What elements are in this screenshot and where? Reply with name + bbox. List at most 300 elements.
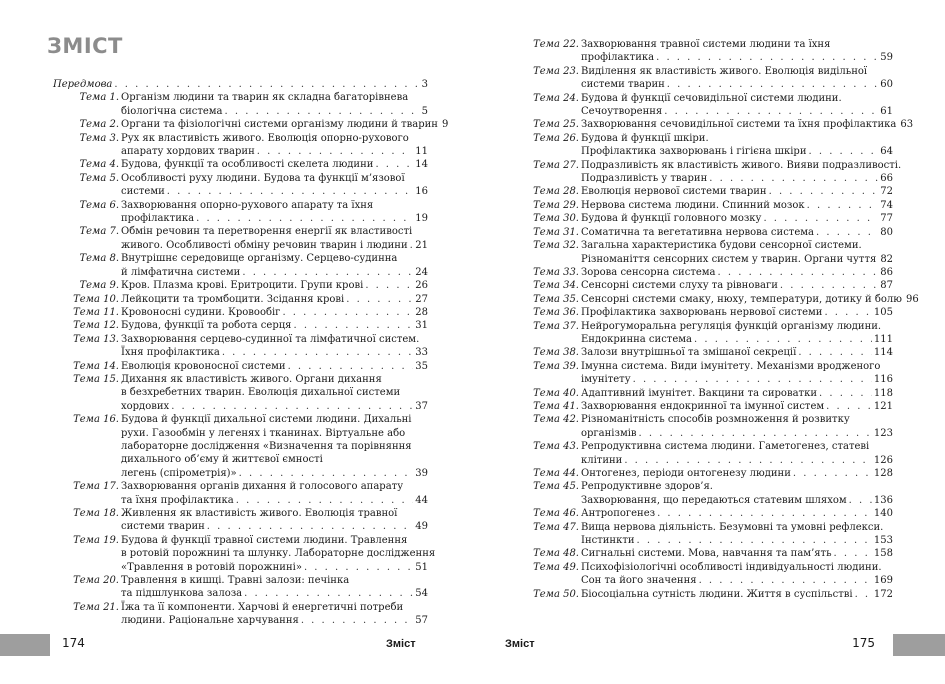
toc-entry-page: 96	[905, 293, 919, 305]
toc-entry-line: Будова й функції шкіри.	[581, 132, 709, 144]
toc-entry-page: 11	[415, 146, 428, 158]
toc-entry-label: Тема 12.	[73, 320, 119, 332]
toc-entry-line: Внутрішнє середовище організму. Серцево-судинна	[121, 253, 398, 265]
toc-entry-label: Тема 31.	[533, 226, 579, 238]
toc-entry[interactable]	[53, 158, 428, 171]
toc-entry-title	[121, 306, 428, 319]
toc-entry-label: Тема 30.	[533, 213, 579, 225]
toc-entry-label: Тема 14.	[73, 360, 119, 372]
toc-entry-line: Захворювання, що передаються статевим шляхом	[581, 494, 847, 506]
toc-entry-label: Тема 43.	[533, 441, 579, 453]
dot-leader	[664, 105, 878, 118]
dot-leader	[656, 51, 878, 64]
dot-leader	[639, 427, 872, 440]
toc-entry[interactable]	[53, 172, 428, 199]
toc-entry-title	[121, 319, 428, 332]
toc-entry-title	[581, 159, 902, 186]
toc-entry-page: 24	[415, 266, 428, 278]
toc-entry[interactable]	[513, 547, 893, 560]
toc-entry-label: Тема 38.	[533, 347, 579, 359]
toc-entry-line: Будова, функції та особливості скелета людини	[121, 159, 374, 171]
toc-entry-page: 3	[421, 79, 428, 90]
toc-entry-line: системи тварин	[121, 521, 205, 533]
toc-entry-page: 153	[873, 535, 893, 547]
toc-entry-label: Тема 29.	[533, 199, 579, 211]
toc-entry-page: 28	[415, 306, 428, 318]
toc-entry-line: легень (спірометрія)»	[121, 467, 237, 479]
toc-entry-label: Тема 35.	[533, 293, 579, 305]
dot-leader	[694, 333, 872, 346]
toc-entry-title	[581, 387, 893, 400]
toc-entry[interactable]	[513, 480, 893, 507]
toc-entry-line: Різноманіття сенсорних систем у тварин. Органи чуття	[581, 253, 877, 265]
toc-entry-label: Тема 24.	[533, 92, 579, 104]
toc-entry-page: 64	[880, 146, 893, 158]
toc-entry[interactable]	[513, 346, 893, 359]
toc-entry-line: Передмова	[53, 79, 113, 90]
toc-entry-line: Нервова система людини. Спинний мозок	[581, 199, 805, 211]
toc-entry-line: Сенсорні системи слуху та рівноваги	[581, 280, 778, 292]
toc-entry-line: Соматична та вегетативна нервова система	[581, 226, 814, 238]
dot-leader	[834, 547, 872, 560]
toc-entry-line: Особливості руху людини. Будова та функції м’язової	[121, 172, 405, 184]
toc-entry[interactable]	[53, 601, 428, 628]
toc-entry-page: 114	[873, 347, 893, 359]
toc-entry-page: 57	[415, 615, 428, 627]
toc-entry-label: Тема 21.	[73, 601, 119, 613]
toc-entry-title	[581, 467, 893, 480]
toc-entry-page: 39	[415, 467, 428, 479]
toc-entry-page: 5	[421, 105, 428, 117]
toc-entry-line: Вища нервова діяльність. Безумовні та умовні рефлекси.	[581, 521, 884, 533]
toc-entry-line: біологічна система	[121, 105, 223, 117]
toc-entry[interactable]	[513, 118, 914, 131]
toc-entry-page: 140	[873, 508, 893, 520]
toc-entry-line: Профілактика захворювань нервової системи	[581, 307, 823, 319]
dot-leader	[637, 534, 872, 547]
toc-entry-label: Тема 15.	[73, 373, 119, 385]
toc-entry-line: апарату хордових тварин	[121, 146, 255, 158]
toc-entry-label: Тема 28.	[533, 186, 579, 198]
toc-entry-title	[121, 199, 428, 226]
toc-entry-page: 61	[880, 106, 893, 118]
toc-entry[interactable]	[53, 78, 428, 91]
toc-entry-line: Біосоціальна сутність людини. Життя в суспільстві	[581, 588, 853, 600]
toc-entry-line: Їжа та її компоненти. Харчові й енергетичні потреби	[121, 601, 404, 613]
toc-entry[interactable]	[53, 574, 428, 601]
dot-leader	[819, 387, 872, 400]
toc-entry[interactable]	[513, 467, 893, 480]
toc-entry[interactable]	[513, 400, 893, 413]
toc-entry[interactable]	[513, 92, 893, 119]
toc-entry-line: Загальна характеристика будови сенсорної системи.	[581, 240, 862, 252]
toc-entry-label: Тема 32.	[533, 240, 579, 252]
toc-entry[interactable]	[53, 373, 428, 413]
toc-entry-line: Захворювання органів дихання й голосового апарату	[121, 481, 404, 493]
toc-entry-line: Антропогенез	[581, 508, 656, 520]
toc-entry-line: Сигнальні системи. Мова, навчання та пам’ять	[581, 548, 832, 560]
toc-entry-title	[581, 480, 893, 507]
dot-leader	[304, 561, 413, 574]
toc-entry[interactable]	[53, 534, 436, 574]
toc-entry-line: живого. Особливості обміну речовин тварин і людини	[121, 239, 408, 251]
toc-entry-line: рухи. Газообмін у легенях і тканинах. Віртуальне або	[121, 427, 406, 439]
toc-entry-title	[121, 91, 428, 118]
toc-entry-line: Будова й функції головного мозку	[581, 213, 762, 225]
toc-entry-line: Імунна система. Види імунітету. Механізми вродженого	[581, 360, 881, 372]
toc-entry-page: 51	[415, 561, 428, 573]
toc-entry-title	[581, 293, 919, 306]
toc-entry-title	[121, 333, 428, 360]
toc-entry-label: Тема 45.	[533, 481, 579, 493]
toc-entry[interactable]	[513, 507, 893, 520]
toc-entry[interactable]	[53, 319, 428, 332]
dot-leader	[375, 158, 413, 171]
toc-entry-line: Обмін речовин та перетворення енергії як властивості	[121, 226, 413, 238]
toc-entry-title	[121, 279, 428, 292]
toc-entry[interactable]	[513, 440, 893, 467]
toc-entry-label: Тема 1.	[79, 92, 119, 104]
dot-leader	[855, 588, 872, 601]
toc-entry[interactable]	[513, 226, 893, 239]
toc-entry-title	[581, 212, 893, 225]
toc-entry-page: 27	[415, 293, 428, 305]
toc-entry-line: Захворювання ендокринної та імунної систем	[581, 400, 825, 412]
dot-leader	[808, 145, 878, 158]
toc-entry-label: Тема 36.	[533, 307, 579, 319]
toc-entry-line: Інстинкти	[581, 535, 635, 547]
toc-entry-line: Залози внутрішньої та змішаної секреції	[581, 347, 797, 359]
toc-entry[interactable]	[513, 199, 893, 212]
toc-entry-title	[121, 172, 428, 199]
toc-entry-label: Тема 2.	[79, 119, 119, 131]
toc-entry-line: Органи та фізіологічні системи організму людини й тварин	[121, 119, 438, 131]
toc-entry-line: лабораторне дослідження «Визначення та порівняння	[121, 440, 412, 452]
toc-entry-title	[121, 293, 428, 306]
dot-leader	[798, 346, 872, 359]
toc-entry-line: Захворювання травної системи людини та їхня	[581, 39, 831, 50]
toc-entry-title	[581, 346, 893, 359]
toc-entry-line: «Травлення в ротовій порожнині»	[121, 561, 302, 573]
toc-entry-title	[581, 561, 893, 588]
toc-entry-page: 158	[873, 548, 893, 560]
dot-leader	[282, 306, 413, 319]
page-tab-bar	[0, 634, 50, 656]
toc-entry-title	[581, 360, 893, 387]
toc-entry-line: Будова й функції дихальної системи людини. Дихальні	[121, 414, 412, 426]
dot-leader	[657, 507, 872, 520]
toc-entry-label: Тема 9.	[79, 280, 119, 292]
toc-entry[interactable]	[53, 306, 428, 319]
toc-entry-line: Захворювання серцево-судинної та лімфатичної систем.	[121, 333, 420, 345]
toc-entry[interactable]	[53, 413, 428, 480]
toc-entry-page: 80	[880, 226, 893, 238]
toc-entry-title	[581, 199, 893, 212]
toc-entry-title	[581, 185, 893, 198]
toc-entry-title	[581, 266, 893, 279]
toc-entry[interactable]	[513, 561, 893, 588]
toc-entry-title	[581, 521, 893, 548]
toc-entry-title	[121, 601, 428, 628]
toc-entry-line: та підшлункова залоза	[121, 588, 243, 600]
toc-entry[interactable]	[53, 199, 428, 226]
toc-entry-title	[581, 320, 893, 347]
dot-leader	[239, 467, 414, 480]
toc-entry-label: Тема 33.	[533, 266, 579, 278]
toc-entry-page: 44	[415, 494, 428, 506]
toc-entry[interactable]	[513, 293, 919, 306]
toc-entry-line: Профілактика захворювань і гігієна шкіри	[581, 146, 807, 158]
toc-entry-line: Зорова сенсорна система	[581, 266, 716, 278]
toc-entry-page: 72	[880, 186, 893, 198]
toc-entry-line: Ендокринна система	[581, 333, 692, 345]
toc-entry-page: 105	[873, 307, 893, 319]
toc-entry-page: 121	[873, 400, 893, 412]
toc-entry-title	[121, 507, 428, 534]
right-page	[473, 0, 945, 684]
dot-leader	[242, 266, 413, 279]
toc-entry[interactable]	[513, 306, 893, 319]
toc-entry-title	[581, 132, 893, 159]
toc-entry-title	[121, 225, 428, 252]
toc-entry[interactable]	[513, 413, 893, 440]
running-title: Зміст	[386, 638, 416, 650]
toc-entry-title	[581, 279, 893, 292]
toc-entry-page: 63	[900, 119, 914, 131]
toc-entry-page: 172	[873, 588, 893, 600]
toc-entry-title	[121, 252, 428, 279]
toc-entry-title	[121, 158, 428, 171]
toc-entry[interactable]	[513, 279, 893, 292]
toc-entry-label: Тема 22.	[533, 39, 579, 50]
toc-entry[interactable]	[53, 507, 428, 534]
dot-leader	[225, 105, 420, 118]
dot-leader	[114, 78, 419, 91]
toc-entry-line: системи	[121, 186, 165, 198]
toc-entry-page: 59	[880, 52, 893, 64]
dot-leader	[244, 587, 413, 600]
toc-entry-line: Подразливість як властивість живого. Вияви подразливості.	[581, 159, 902, 171]
toc-entry-page: 116	[873, 374, 893, 386]
dot-leader	[236, 494, 414, 507]
dot-leader	[699, 574, 872, 587]
toc-entry-page: 66	[880, 173, 893, 185]
toc-entry[interactable]	[513, 239, 893, 266]
toc-entry-page: 60	[880, 79, 893, 91]
toc-entry[interactable]	[513, 360, 893, 387]
dot-leader	[410, 239, 414, 252]
toc-entry-label: Тема 4.	[79, 159, 119, 171]
dot-leader	[793, 467, 872, 480]
toc-entry-page: 31	[415, 320, 428, 332]
toc-entry-title	[121, 373, 428, 413]
toc-entry-title	[53, 78, 428, 91]
toc-entry-line: Виділення як властивість живого. Еволюція видільної	[581, 65, 868, 77]
toc-entry-page: 33	[415, 347, 428, 359]
dot-leader	[824, 306, 871, 319]
dot-leader	[849, 494, 872, 507]
toc-entry[interactable]	[513, 38, 893, 65]
toc-entry-title	[581, 547, 893, 560]
toc-entry-label: Тема 6.	[79, 199, 119, 211]
toc-entry-label: Тема 23.	[533, 65, 579, 77]
toc-entry-title	[581, 507, 893, 520]
toc-entry-page: 169	[873, 575, 893, 587]
toc-entry-line: профілактика	[121, 213, 195, 225]
toc-entry-line: Кровоносні судини. Кровообіг	[121, 306, 281, 318]
dot-leader	[769, 185, 879, 198]
page-number: 175	[852, 636, 875, 650]
toc-entry-title	[581, 226, 893, 239]
toc-entry-title	[581, 306, 893, 319]
toc-entry-line: та їхня профілактика	[121, 494, 234, 506]
left-page	[0, 0, 472, 684]
toc-entry-title	[581, 118, 914, 131]
toc-entry-line: системи тварин	[581, 79, 665, 91]
page-tab-bar	[893, 634, 945, 656]
toc-entry-label: Тема 47.	[533, 521, 579, 533]
toc-entry-label: Тема 7.	[79, 226, 119, 238]
toc-entry-label: Тема 34.	[533, 280, 579, 292]
toc-entry-line: Рух як властивість живого. Еволюція опорно-рухового	[121, 132, 409, 144]
running-title: Зміст	[505, 638, 535, 650]
toc-entry-page: 77	[880, 213, 893, 225]
toc-entry-line: Онтогенез, періоди онтогенезу людини	[581, 468, 791, 479]
toc-entry-label: Тема 50.	[533, 588, 579, 600]
toc-entry-page: 82	[880, 253, 894, 265]
toc-entry-line: Різноманітність способів розмноження й розвитку	[581, 414, 850, 426]
toc-entry-label: Тема 20.	[73, 575, 119, 587]
toc-entry-line: Захворювання сечовидільної системи та їхня профілактика	[581, 119, 897, 131]
toc-entry[interactable]	[53, 118, 449, 131]
toc-entry-label: Тема 8.	[79, 253, 119, 265]
toc-entry[interactable]	[513, 212, 893, 225]
toc-entry[interactable]	[513, 588, 893, 601]
toc-entry-page: 14	[415, 159, 428, 171]
toc-entry-page: 74	[880, 199, 893, 211]
toc-entry-line: Організм людини та тварин як складна багаторівнева	[121, 92, 409, 104]
toc-entry-label: Тема 11.	[73, 306, 119, 318]
toc-list-left	[53, 78, 449, 628]
toc-entry-label: Тема 17.	[73, 481, 119, 493]
dot-leader	[365, 279, 413, 292]
page-heading: ЗМІСТ	[47, 34, 123, 58]
dot-leader	[346, 293, 413, 306]
toc-entry-title	[581, 588, 893, 601]
toc-entry-label: Тема 48.	[533, 548, 579, 560]
toc-entry-line: Сон та його значення	[581, 575, 697, 587]
toc-entry-page: 126	[873, 454, 893, 466]
dot-leader	[807, 199, 879, 212]
dot-leader	[709, 172, 878, 185]
toc-entry-line: в ротовій порожнині та шлунку. Лабораторне дослідження	[121, 548, 436, 560]
toc-entry-label: Тема 46.	[533, 508, 579, 520]
toc-entry-title	[121, 574, 428, 601]
toc-entry-label: Тема 3.	[79, 132, 119, 144]
toc-entry-line: Будова, функції та робота серця	[121, 320, 292, 332]
toc-entry-label: Тема 44.	[533, 468, 579, 479]
toc-entry-title	[121, 360, 428, 373]
toc-entry[interactable]	[513, 266, 893, 279]
toc-entry[interactable]	[513, 521, 893, 548]
dot-leader	[718, 266, 879, 279]
toc-entry[interactable]	[513, 132, 893, 159]
toc-entry[interactable]	[53, 480, 428, 507]
toc-entry-title	[581, 65, 893, 92]
toc-entry[interactable]	[513, 159, 902, 186]
dot-leader	[171, 400, 413, 413]
toc-entry-line: Психофізіологічні особливості індивідуальності людини.	[581, 561, 882, 573]
toc-entry-line: Подразливість у тварин	[581, 173, 708, 185]
toc-list-right	[513, 38, 919, 601]
toc-entry[interactable]	[513, 320, 893, 347]
toc-entry-line: імунітету	[581, 374, 631, 386]
toc-entry-line: Травлення в кишці. Травні залози: печінка	[121, 575, 350, 587]
toc-entry[interactable]	[53, 225, 428, 252]
dot-leader	[288, 360, 414, 373]
toc-entry[interactable]	[513, 387, 893, 400]
toc-entry-label: Тема 39.	[533, 360, 579, 372]
toc-entry-line: дихального об’єму й життєвої ємності	[121, 454, 323, 466]
dot-leader	[222, 346, 413, 359]
toc-entry[interactable]	[53, 360, 428, 373]
toc-entry-page: 118	[873, 387, 893, 399]
toc-entry[interactable]	[53, 91, 428, 118]
toc-entry-label: Тема 27.	[533, 159, 579, 171]
toc-entry-label: Тема 5.	[79, 172, 119, 184]
toc-entry-line: Репродуктивна система людини. Гаметогенез, статеві	[581, 441, 870, 453]
toc-entry-line: Живлення як властивість живого. Еволюція травної	[121, 508, 398, 519]
toc-entry-line: Захворювання опорно-рухового апарату та їхня	[121, 199, 374, 211]
toc-entry-page: 21	[415, 239, 428, 251]
toc-entry-page: 37	[415, 400, 428, 412]
toc-entry-page: 87	[880, 280, 893, 292]
toc-entry[interactable]	[53, 279, 428, 292]
toc-entry-line: Будова й функції травної системи людини. Травлення	[121, 534, 408, 546]
toc-entry-label: Тема 40.	[533, 387, 579, 399]
toc-entry-title	[121, 480, 428, 507]
toc-entry-line: Сенсорні системи смаку, нюху, температури, дотику й болю	[581, 293, 902, 305]
toc-entry-title	[581, 440, 893, 467]
dot-leader	[667, 78, 878, 91]
toc-entry-line: Репродуктивне здоров’я.	[581, 481, 713, 493]
toc-entry-page: 123	[873, 427, 893, 439]
toc-entry-title	[121, 132, 428, 159]
dot-leader	[196, 212, 413, 225]
dot-leader	[826, 400, 872, 413]
toc-entry-label: Тема 19.	[73, 534, 119, 546]
toc-entry-page: 19	[415, 213, 428, 225]
toc-entry[interactable]	[53, 333, 428, 360]
toc-entry-line: профілактика	[581, 52, 655, 64]
toc-entry[interactable]	[53, 132, 428, 159]
toc-entry-line: Еволюція нервової системи тварин	[581, 186, 767, 198]
toc-entry[interactable]	[53, 252, 428, 279]
toc-entry-page: 35	[415, 360, 428, 372]
toc-entry-line: в безхребетних тварин. Еволюція дихальної системи	[121, 387, 401, 399]
toc-entry[interactable]	[513, 65, 893, 92]
toc-entry[interactable]	[513, 185, 893, 198]
toc-entry-title	[581, 38, 893, 65]
toc-entry-label: Тема 49.	[533, 561, 579, 573]
toc-entry-label: Тема 26.	[533, 132, 579, 144]
toc-entry-page: 86	[880, 266, 893, 278]
toc-entry-label: Тема 18.	[73, 508, 119, 519]
dot-leader	[293, 319, 413, 332]
toc-entry-label: Тема 25.	[533, 119, 579, 131]
dot-leader	[763, 212, 878, 225]
toc-entry[interactable]	[53, 293, 428, 306]
